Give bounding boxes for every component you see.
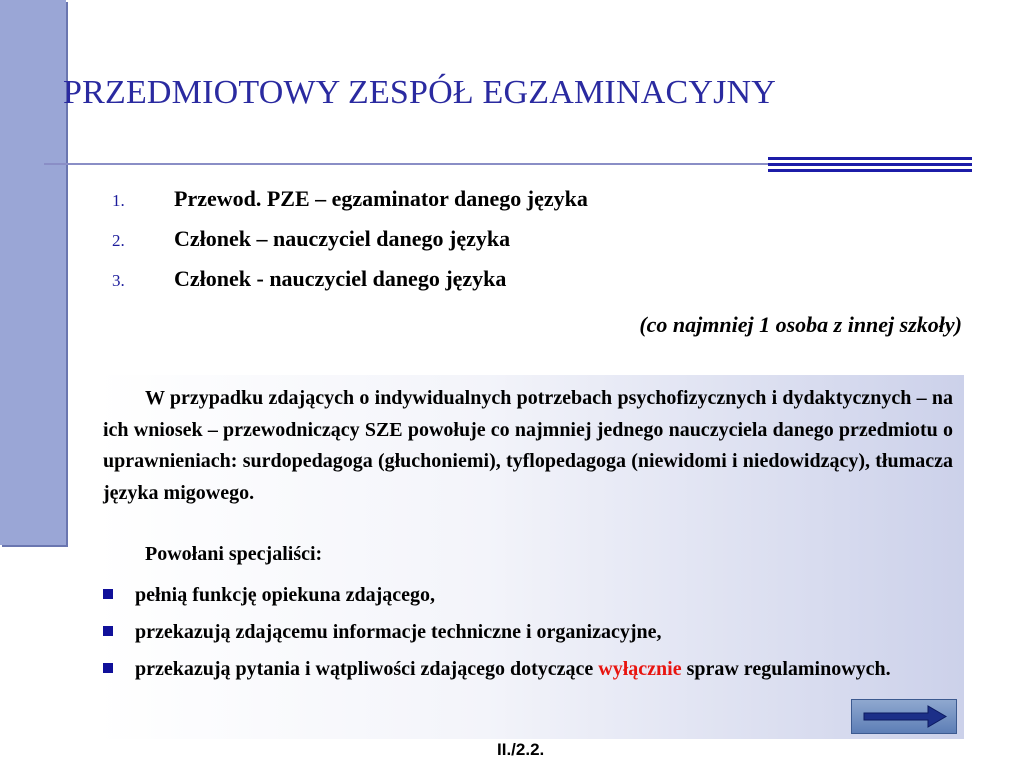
bullet-text: przekazują zdającemu informacje techniczne i organizacyjne,: [135, 621, 662, 643]
title-divider: [44, 163, 784, 165]
bullet-text-before: przekazują pytania i wątpliwości zdającego dotyczące: [135, 658, 599, 680]
list-number: 2.: [112, 231, 125, 250]
list-item: [112, 226, 588, 266]
next-slide-button[interactable]: [851, 699, 957, 734]
bullet-text: pełnią funkcję opiekuna zdającego,: [135, 584, 436, 606]
list-number: 1.: [112, 191, 125, 210]
list-item-text: Przewod. PZE – egzaminator danego języka: [174, 186, 588, 211]
specialists-heading: Powołani specjaliści:: [145, 543, 323, 565]
slide-number: II./2.2.: [497, 740, 545, 759]
left-accent-bar: [0, 0, 66, 545]
bullet-list: [103, 580, 953, 691]
list-item: [112, 266, 588, 306]
list-item-text: Członek - nauczyciel danego języka: [174, 266, 507, 291]
list-item: [112, 186, 588, 226]
info-paragraph: W przypadku zdających o indywidualnych potrzebach psychofizycznych i dydaktycznych – na ich wniosek – przewodniczący SZE powołuje co najmniej jednego nauczyciela danego przedmiotu o uprawnieniach: surdopedagoga (głuchoniemi), tyflopedagoga (niewidomi i niedowidzący), tłumacza języka migowego.: [103, 387, 953, 504]
list-number: 3.: [112, 271, 125, 290]
numbered-list: [112, 186, 588, 306]
bullet-item: [103, 580, 953, 611]
list-item-text: Członek – nauczyciel danego języka: [174, 226, 511, 251]
bullet-item: [103, 617, 953, 648]
bullet-item: [103, 654, 953, 685]
slide-title: PRZEDMIOTOWY ZESPÓŁ EGZAMINACYJNY: [63, 74, 777, 111]
note-text: (co najmniej 1 osoba z innej szkoły): [639, 312, 962, 337]
bullet-text-after: spraw regulaminowych.: [681, 658, 891, 680]
square-bullet-icon: [103, 589, 113, 599]
square-bullet-icon: [103, 626, 113, 636]
highlight-word: wyłącznie: [598, 658, 682, 680]
right-arrow-icon: [852, 700, 956, 733]
title-divider-accent: [768, 157, 972, 179]
square-bullet-icon: [103, 663, 113, 673]
